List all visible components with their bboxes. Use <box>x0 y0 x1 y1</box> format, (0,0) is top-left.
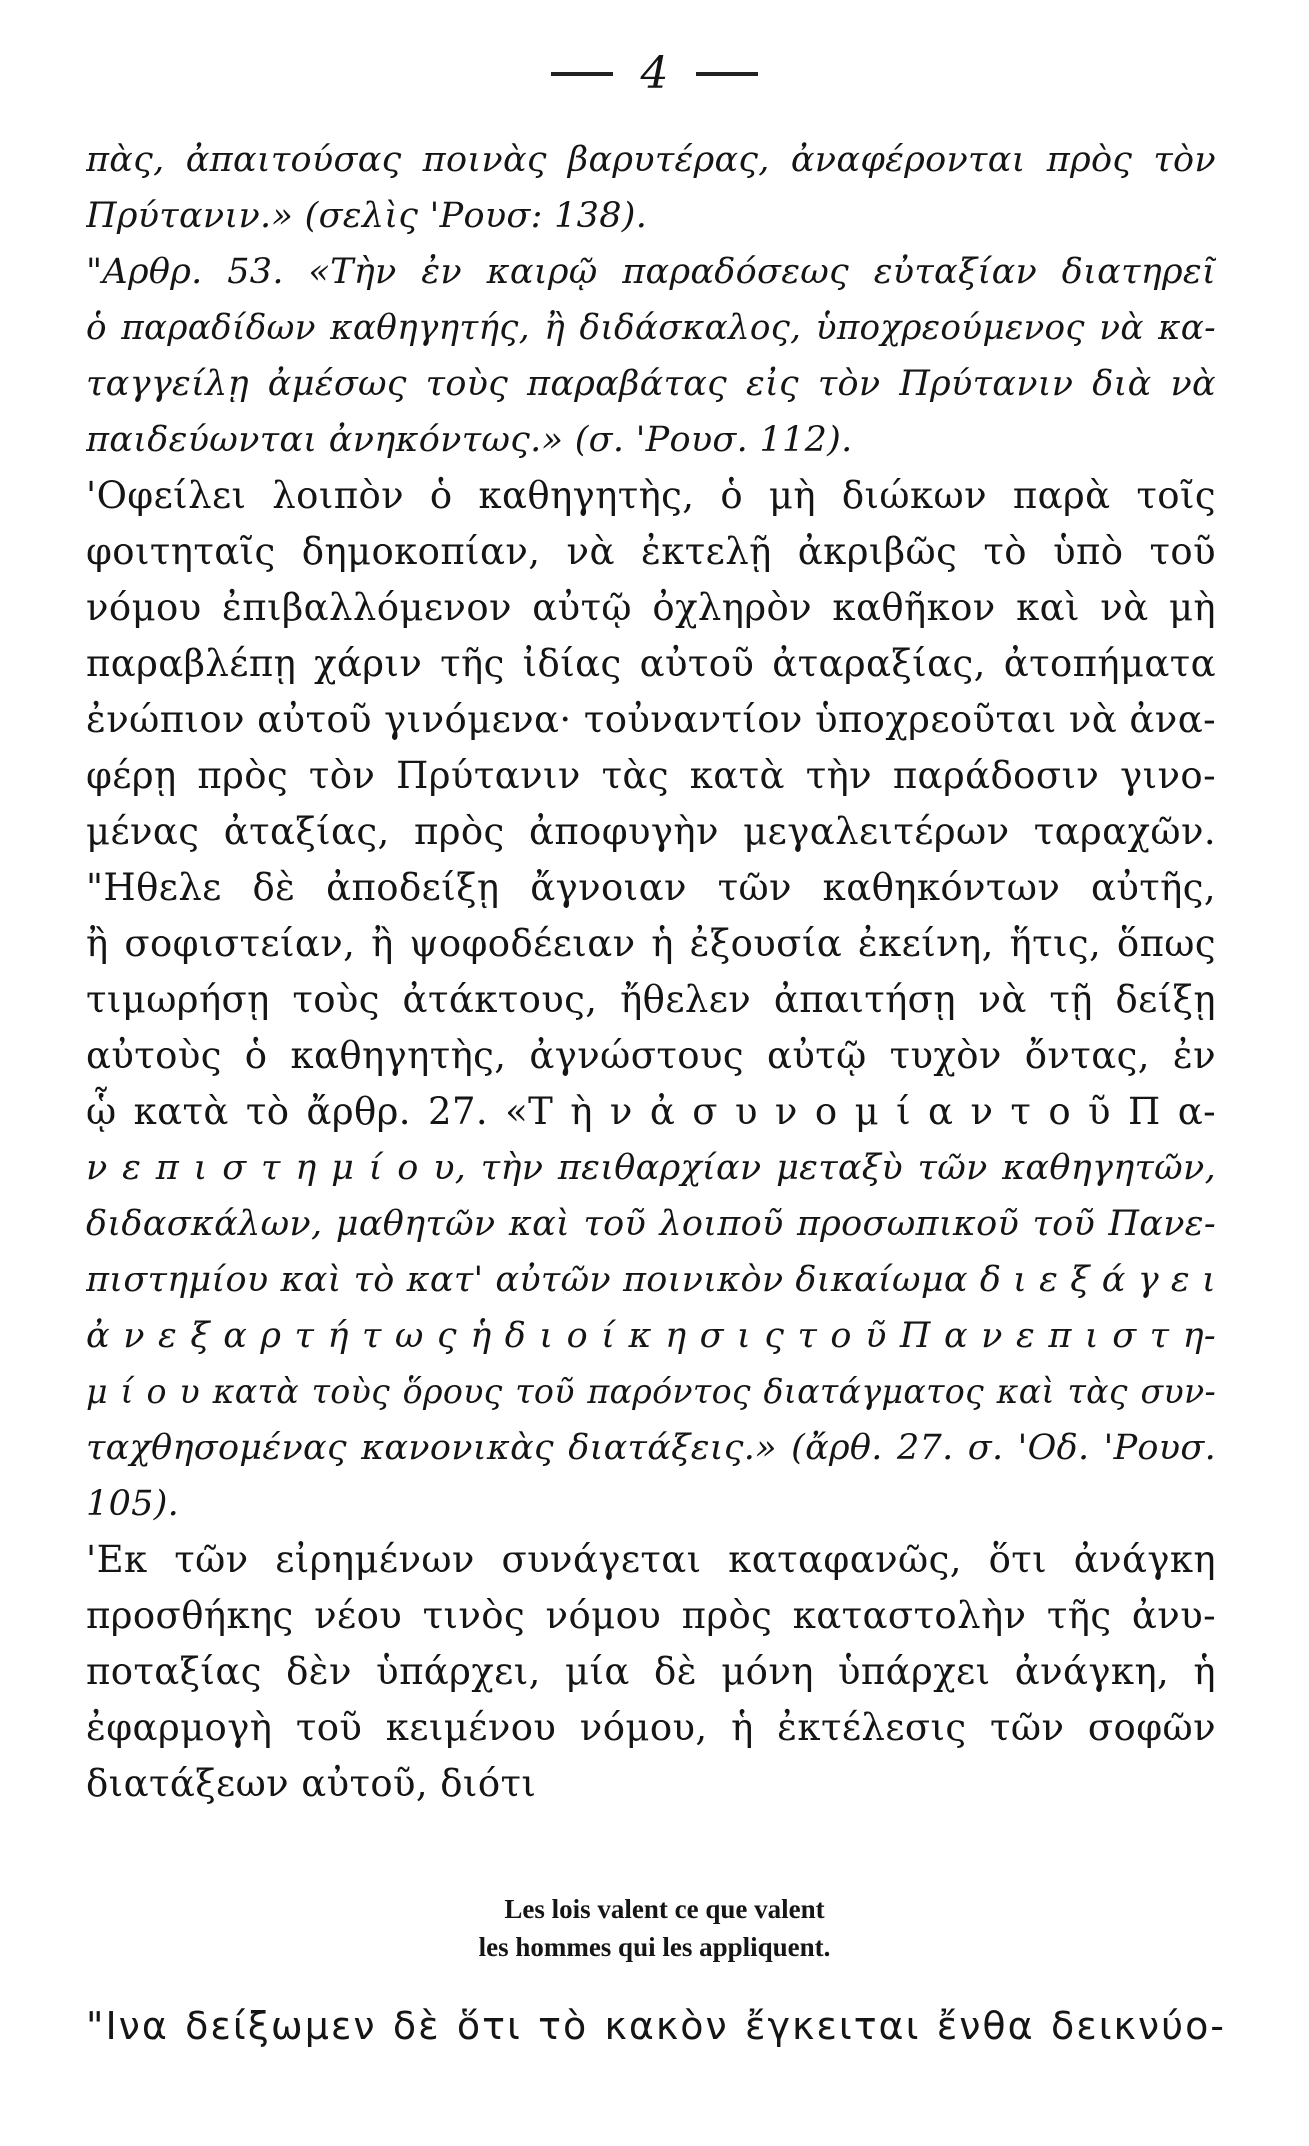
closing-line: "Ινα δείξωμεν δὲ ὅτι τὸ κακὸν ἔγκειται ἔνθα δεικνύο- <box>86 2004 1226 2048</box>
text-line: μένας ἀταξίας, πρὸς ἀποφυγὴν μεγαλειτέρων ταραχῶν. <box>86 810 1216 853</box>
text-line: αὐτοὺς ὁ καθηγητὴς, ἀγνώστους αὐτῷ τυχὸν ὄντας, ἐν <box>86 1034 1216 1077</box>
epigraph-line-1: Les lois valent ce que valent <box>504 1894 825 1924</box>
page-number: 4 <box>640 48 669 99</box>
text-line: προσθήκης νέου τινὸς νόμου πρὸς καταστολὴν τῆς ἀνυ- <box>86 1594 1216 1637</box>
text-line: "Ηθελε δὲ ἀποδείξῃ ἄγνοιαν τῶν καθηκόντων αὐτῆς, <box>86 866 1216 909</box>
text-line: πὰς, ἀπαιτούσας ποινὰς βαρυτέρας, ἀναφέρονται πρὸς τὸν <box>86 140 1216 180</box>
text-line: πιστημίου καὶ τὸ κατ' αὐτῶν ποινικὸν δικαίωμα δ ι ε ξ ά γ ε ι <box>86 1260 1216 1300</box>
text-line: ταγγείλῃ ἀμέσως τοὺς παραβάτας εἰς τὸν Πρύτανιν διὰ νὰ <box>86 364 1216 404</box>
text-line: ν ε π ι σ τ η μ ί ο υ, τὴν πειθαρχίαν μεταξὺ τῶν καθηγητῶν, <box>86 1148 1216 1188</box>
text-line: νόμου ἐπιβαλλόμενον αὐτῷ ὀχληρὸν καθῆκον καὶ νὰ μὴ <box>86 586 1216 629</box>
text-line: παραβλέπῃ χάριν τῆς ἰδίας αὐτοῦ ἀταραξίας, ἀτοπήματα <box>86 642 1216 685</box>
text-line: "Αρθρ. 53. «Τὴν ἐν καιρῷ παραδόσεως εὐταξίαν διατηρεῖ <box>86 252 1216 292</box>
text-line: τιμωρήσῃ τοὺς ἀτάκτους, ἤθελεν ἀπαιτήσῃ νὰ τῇ δείξῃ <box>86 978 1216 1021</box>
text-line: παιδεύωνται ἀνηκόντως.» (σ. 'Ρουσ. 112). <box>86 420 853 460</box>
text-line: ἐφαρμογὴ τοῦ κειμένου νόμου, ἡ ἐκτέλεσις τῶν σοφῶν <box>86 1706 1216 1749</box>
header-dash-left <box>551 72 613 76</box>
text-line: ταχθησομένας κανονικὰς διατάξεις.» (ἄρθ. 27. σ. 'Οδ. 'Ρουσ. <box>86 1428 1216 1468</box>
french-epigraph <box>0 1890 1309 1966</box>
text-line: Πρύτανιν.» (σελὶς 'Ρουσ: 138). <box>86 196 648 236</box>
text-line: 105). <box>86 1484 180 1524</box>
text-line: 'Εκ τῶν εἰρημένων συνάγεται καταφανῶς, ὅτι ἀνάγκη <box>86 1538 1216 1581</box>
text-line: διδασκάλων, μαθητῶν καὶ τοῦ λοιποῦ προσωπικοῦ τοῦ Πανε- <box>86 1204 1216 1244</box>
text-line: ᾧ κατὰ τὸ ἄρθρ. 27. «Τ ὴ ν ἀ σ υ ν ο μ ί α ν τ ο ῦ Π α- <box>86 1090 1216 1133</box>
text-line: ἀ ν ε ξ α ρ τ ή τ ω ς ἡ δ ι ο ί κ η σ ι ς τ ο ῦ Π α ν ε π ι σ τ η- <box>86 1316 1216 1356</box>
text-line: 'Οφείλει λοιπὸν ὁ καθηγητὴς, ὁ μὴ διώκων παρὰ τοῖς <box>86 474 1216 517</box>
text-line: ἐνώπιον αὐτοῦ γινόμενα· τοὐναντίον ὑποχρεοῦται νὰ ἀνα- <box>86 698 1216 741</box>
text-line: φέρῃ πρὸς τὸν Πρύτανιν τὰς κατὰ τὴν παράδοσιν γινο- <box>86 754 1216 797</box>
text-line: μ ί ο υ κατὰ τοὺς ὅρους τοῦ παρόντος διατάγματος καὶ τὰς συν- <box>86 1372 1216 1411</box>
text-line: διατάξεων αὐτοῦ, διότι <box>86 1762 537 1805</box>
page-header <box>0 48 1309 98</box>
header-dash-right <box>696 72 758 76</box>
epigraph-line-2: les hommes qui les appliquent. <box>478 1932 831 1962</box>
text-line: ποταξίας δὲν ὑπάρχει, μία δὲ μόνη ὑπάρχει ἀνάγκη, ἡ <box>86 1650 1216 1693</box>
text-line: φοιτηταῖς δημοκοπίαν, νὰ ἐκτελῇ ἀκριβῶς τὸ ὑπὸ τοῦ <box>86 530 1216 573</box>
text-line: ἢ σοφιστείαν, ἢ ψοφοδέειαν ἡ ἐξουσία ἐκείνη, ἥτις, ὅπως <box>86 922 1216 965</box>
body-text <box>86 132 1216 1812</box>
text-line: ὁ παραδίδων καθηγητής, ἢ διδάσκαλος, ὑποχρεούμενος νὰ κα- <box>86 308 1216 348</box>
